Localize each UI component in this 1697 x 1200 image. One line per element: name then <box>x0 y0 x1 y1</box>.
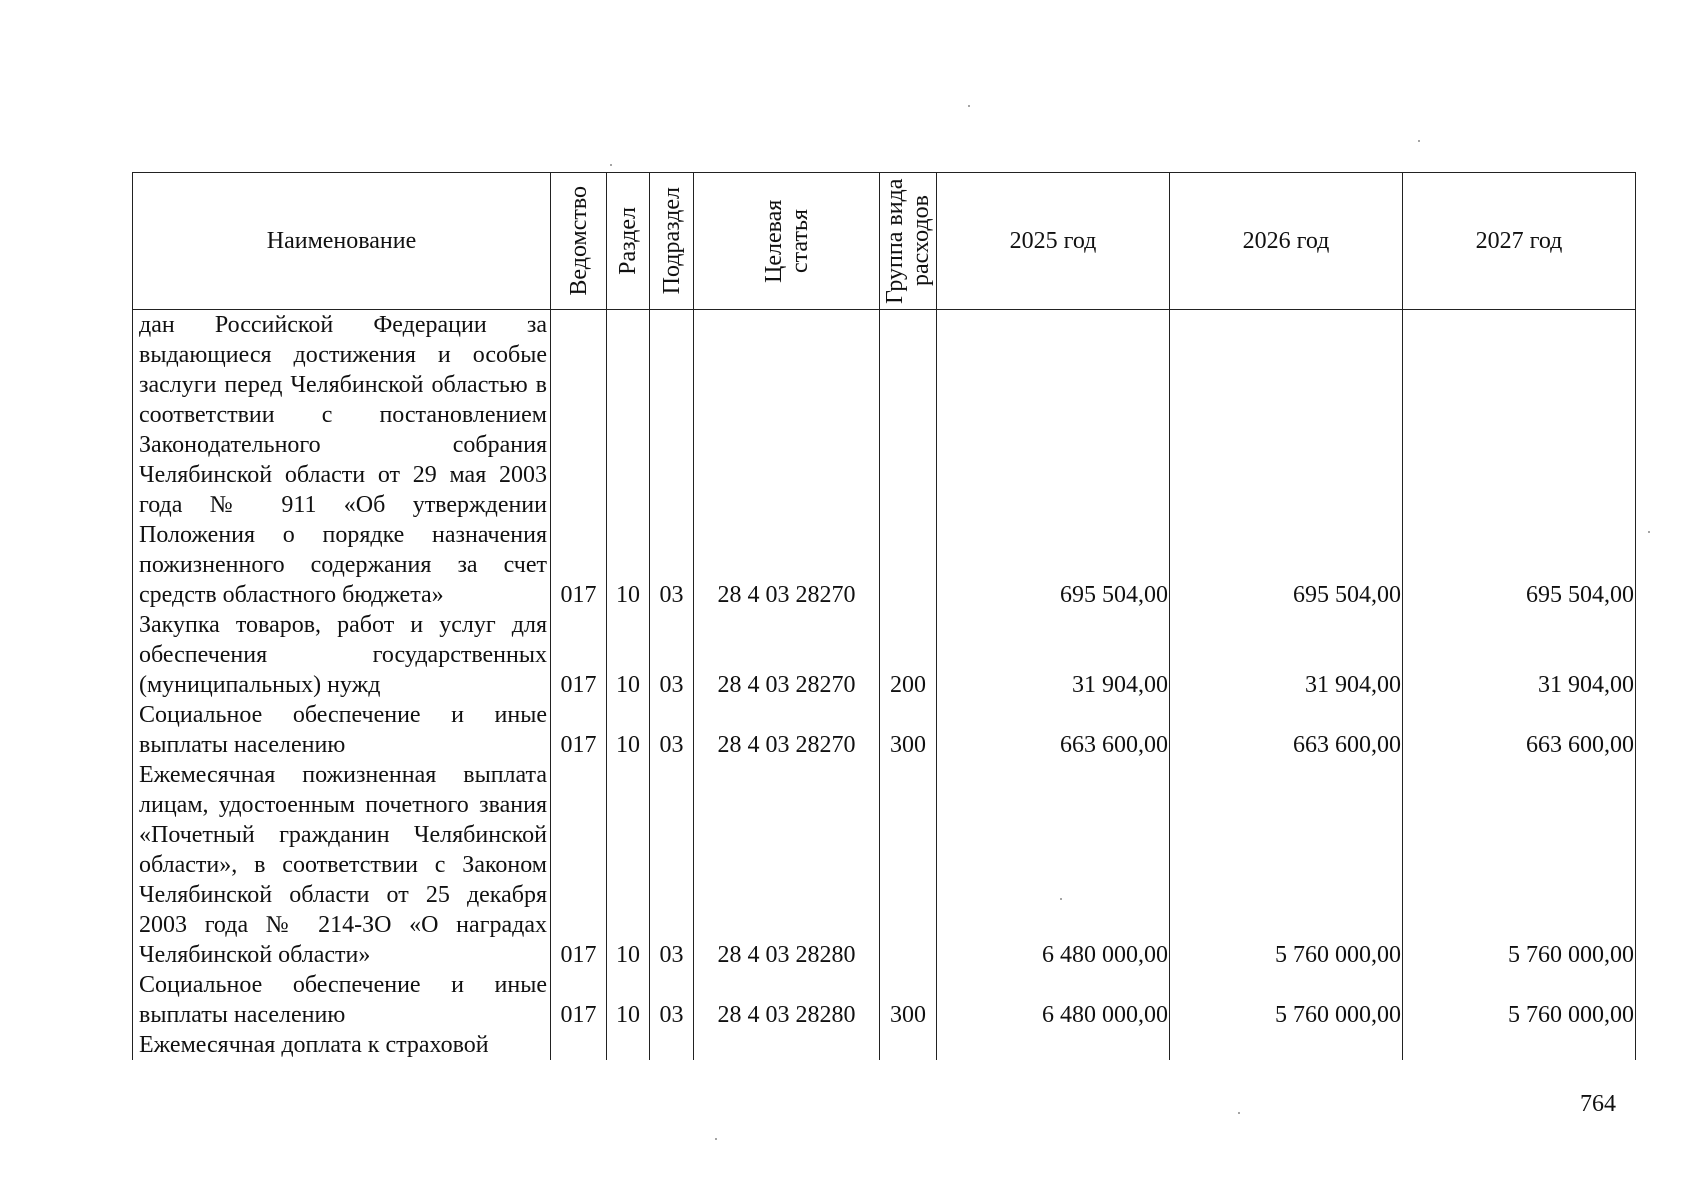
row-name: Закупка товаров, работ и услуг для обеспечения государственных (муниципальных) нужд <box>133 610 551 700</box>
row-2027: 5 760 000,00 <box>1403 760 1636 970</box>
header-section: Раздел <box>607 173 650 310</box>
row-target: 28 4 03 28280 <box>694 970 880 1030</box>
scan-speck <box>968 105 970 107</box>
row-2027 <box>1403 1030 1636 1060</box>
row-subsection <box>650 1030 694 1060</box>
row-group: 200 <box>880 610 937 700</box>
table-row <box>133 610 1636 700</box>
header-2026: 2026 год <box>1170 173 1403 310</box>
row-subsection: 03 <box>650 310 694 611</box>
scan-speck <box>715 1138 717 1140</box>
row-2027: 695 504,00 <box>1403 310 1636 611</box>
table-row <box>133 700 1636 760</box>
row-2025: 6 480 000,00 <box>937 760 1170 970</box>
header-name: Наименование <box>133 173 551 310</box>
row-dept: 017 <box>551 700 607 760</box>
row-group <box>880 760 937 970</box>
row-subsection: 03 <box>650 700 694 760</box>
row-name: Ежемесячная доплата к страховой <box>133 1030 551 1060</box>
header-row <box>133 173 1636 310</box>
row-2026: 695 504,00 <box>1170 310 1403 611</box>
page-number: 764 <box>1580 1091 1616 1117</box>
header-dept: Ведомство <box>551 173 607 310</box>
row-2026: 5 760 000,00 <box>1170 760 1403 970</box>
row-2026: 663 600,00 <box>1170 700 1403 760</box>
table-row <box>133 1030 1636 1060</box>
row-name: дан Российской Федерации за выдающиеся достижения и особые заслуги перед Челябинской областью в соответствии с постановлением Законодательного собрания Челябинской области от 29 мая 2003 года № 911 «Об утверждении Положения о порядке назначения пожизненного содержания за счет средств областного бюджета» <box>133 310 551 611</box>
scan-speck <box>1648 531 1650 533</box>
row-target <box>694 1030 880 1060</box>
row-section: 10 <box>607 310 650 611</box>
row-group: 300 <box>880 970 937 1030</box>
row-subsection: 03 <box>650 760 694 970</box>
row-group: 300 <box>880 700 937 760</box>
row-target: 28 4 03 28270 <box>694 610 880 700</box>
header-2027: 2027 год <box>1403 173 1636 310</box>
row-2025 <box>937 1030 1170 1060</box>
row-2027: 663 600,00 <box>1403 700 1636 760</box>
scan-speck <box>1060 898 1062 900</box>
row-name: Ежемесячная пожизненная выплата лицам, удостоенным почетного звания «Почетный гражданин Челябинской области», в соответствии с Законом Челябинской области от 25 декабря 2003 года № 214-ЗО «О наградах Челябинской области» <box>133 760 551 970</box>
row-section <box>607 1030 650 1060</box>
header-expense-group: Группа вида расходов <box>880 173 937 310</box>
row-section: 10 <box>607 760 650 970</box>
row-2027: 5 760 000,00 <box>1403 970 1636 1030</box>
table-row <box>133 310 1636 611</box>
budget-table <box>132 172 1636 1060</box>
row-name: Социальное обеспечение и иные выплаты населению <box>133 700 551 760</box>
row-2026 <box>1170 1030 1403 1060</box>
row-target: 28 4 03 28280 <box>694 760 880 970</box>
row-section: 10 <box>607 700 650 760</box>
scan-speck <box>1238 1112 1240 1114</box>
header-target-article: Целевая статья <box>694 173 880 310</box>
row-section: 10 <box>607 610 650 700</box>
row-2025: 695 504,00 <box>937 310 1170 611</box>
scan-speck <box>1418 140 1420 142</box>
row-subsection: 03 <box>650 970 694 1030</box>
row-dept: 017 <box>551 310 607 611</box>
row-2027: 31 904,00 <box>1403 610 1636 700</box>
row-2025: 6 480 000,00 <box>937 970 1170 1030</box>
row-dept: 017 <box>551 970 607 1030</box>
row-dept <box>551 1030 607 1060</box>
row-2026: 31 904,00 <box>1170 610 1403 700</box>
table-row <box>133 760 1636 970</box>
row-dept: 017 <box>551 760 607 970</box>
row-2025: 663 600,00 <box>937 700 1170 760</box>
row-dept: 017 <box>551 610 607 700</box>
header-subsection: Подраздел <box>650 173 694 310</box>
row-group <box>880 310 937 611</box>
row-group <box>880 1030 937 1060</box>
table-row <box>133 970 1636 1030</box>
row-2026: 5 760 000,00 <box>1170 970 1403 1030</box>
row-subsection: 03 <box>650 610 694 700</box>
row-2025: 31 904,00 <box>937 610 1170 700</box>
scan-speck <box>610 164 612 166</box>
row-section: 10 <box>607 970 650 1030</box>
row-name: Социальное обеспечение и иные выплаты населению <box>133 970 551 1030</box>
row-target: 28 4 03 28270 <box>694 700 880 760</box>
row-target: 28 4 03 28270 <box>694 310 880 611</box>
header-2025: 2025 год <box>937 173 1170 310</box>
